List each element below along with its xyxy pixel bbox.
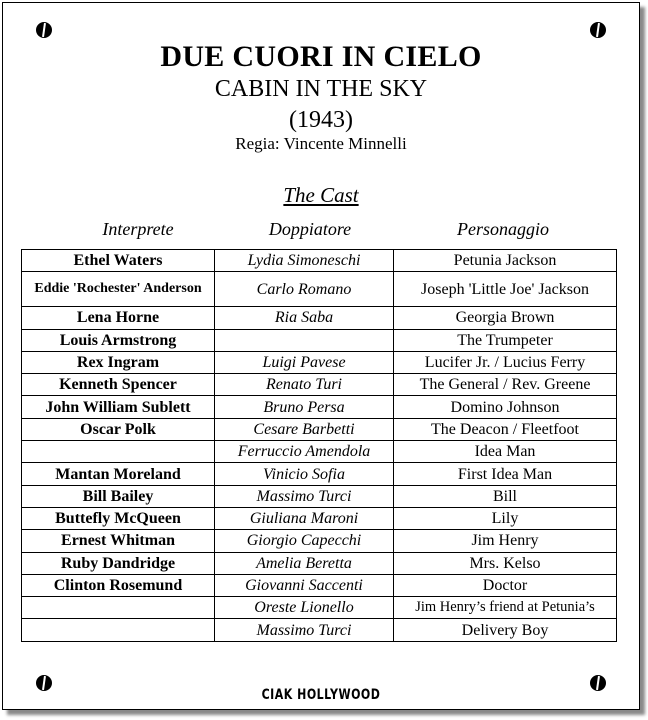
dubber-cell: Massimo Turci [215,619,394,641]
table-row [22,374,617,396]
dubber-cell: Giovanni Saccenti [215,574,394,596]
character-cell: Mrs. Kelso [394,552,617,574]
character-cell: Bill [394,485,617,507]
actor-cell: Lena Horne [22,307,215,329]
actor-cell: Mantan Moreland [22,463,215,485]
dubber-cell: Ria Saba [215,307,394,329]
cast-table [21,249,617,642]
screw-icon [590,22,606,38]
actor-cell: Ruby Dandridge [22,552,215,574]
actor-cell: Louis Armstrong [22,329,215,351]
dubber-cell: Cesare Barbetti [215,418,394,440]
actor-cell: Eddie 'Rochester' Anderson [22,272,215,307]
table-row [22,396,617,418]
film-title: DUE CUORI IN CIELO [160,40,482,73]
table-row [22,597,617,619]
original-title: CABIN IN THE SKY [214,76,428,102]
ciak-hollywood-logo: CIAK HOLLYWOOD [261,686,381,703]
dubber-cell: Amelia Beretta [215,552,394,574]
dubber-cell: Giuliana Maroni [215,507,394,529]
character-cell: Joseph 'Little Joe' Jackson [394,272,617,307]
dubber-cell: Oreste Lionello [215,597,394,619]
actor-cell: Ethel Waters [22,250,215,272]
table-row [22,329,617,351]
character-cell: The Trumpeter [394,329,617,351]
table-row [22,463,617,485]
actor-cell: Kenneth Spencer [22,374,215,396]
actor-cell [22,597,215,619]
table-row [22,574,617,596]
director-credit: Regia: Vincente Minnelli [235,134,407,153]
table-row [22,552,617,574]
character-cell: The Deacon / Fleetfoot [394,418,617,440]
actor-cell: Ernest Whitman [22,530,215,552]
character-cell: Jim Henry’s friend at Petunia’s [394,597,617,619]
table-row [22,441,617,463]
table-row [22,272,617,307]
character-cell: The General / Rev. Greene [394,374,617,396]
dubber-cell: Vinicio Sofia [215,463,394,485]
table-row [22,507,617,529]
table-row [22,418,617,440]
column-header-interprete: Interprete [102,219,174,239]
cast-heading: The Cast [283,183,359,207]
table-row [22,307,617,329]
dubber-cell: Bruno Persa [215,396,394,418]
character-cell: Idea Man [394,441,617,463]
dubber-cell: Carlo Romano [215,272,394,307]
actor-cell: Rex Ingram [22,351,215,373]
character-cell: Delivery Boy [394,619,617,641]
dubber-cell: Luigi Pavese [215,351,394,373]
table-row [22,485,617,507]
actor-cell: Oscar Polk [22,418,215,440]
character-cell: Jim Henry [394,530,617,552]
actor-cell: Buttefly McQueen [22,507,215,529]
dubber-cell [215,329,394,351]
column-header-doppiatore: Doppiatore [268,219,352,239]
character-cell: First Idea Man [394,463,617,485]
film-year: (1943) [289,107,353,133]
actor-cell: Clinton Rosemund [22,574,215,596]
actor-cell [22,441,215,463]
column-header-personaggio: Personaggio [457,219,549,239]
dubber-cell: Lydia Simoneschi [215,250,394,272]
character-cell: Petunia Jackson [394,250,617,272]
character-cell: Lucifer Jr. / Lucius Ferry [394,351,617,373]
actor-cell: Bill Bailey [22,485,215,507]
table-row [22,619,617,641]
character-cell: Lily [394,507,617,529]
table-row [22,250,617,272]
screw-icon [36,22,52,38]
character-cell: Georgia Brown [394,307,617,329]
dubber-cell: Giorgio Capecchi [215,530,394,552]
table-row [22,530,617,552]
actor-cell [22,619,215,641]
character-cell: Doctor [394,574,617,596]
dubber-cell: Ferruccio Amendola [215,441,394,463]
dubber-cell: Renato Turi [215,374,394,396]
character-cell: Domino Johnson [394,396,617,418]
dubber-cell: Massimo Turci [215,485,394,507]
actor-cell: John William Sublett [22,396,215,418]
table-row [22,351,617,373]
plaque [2,2,640,710]
